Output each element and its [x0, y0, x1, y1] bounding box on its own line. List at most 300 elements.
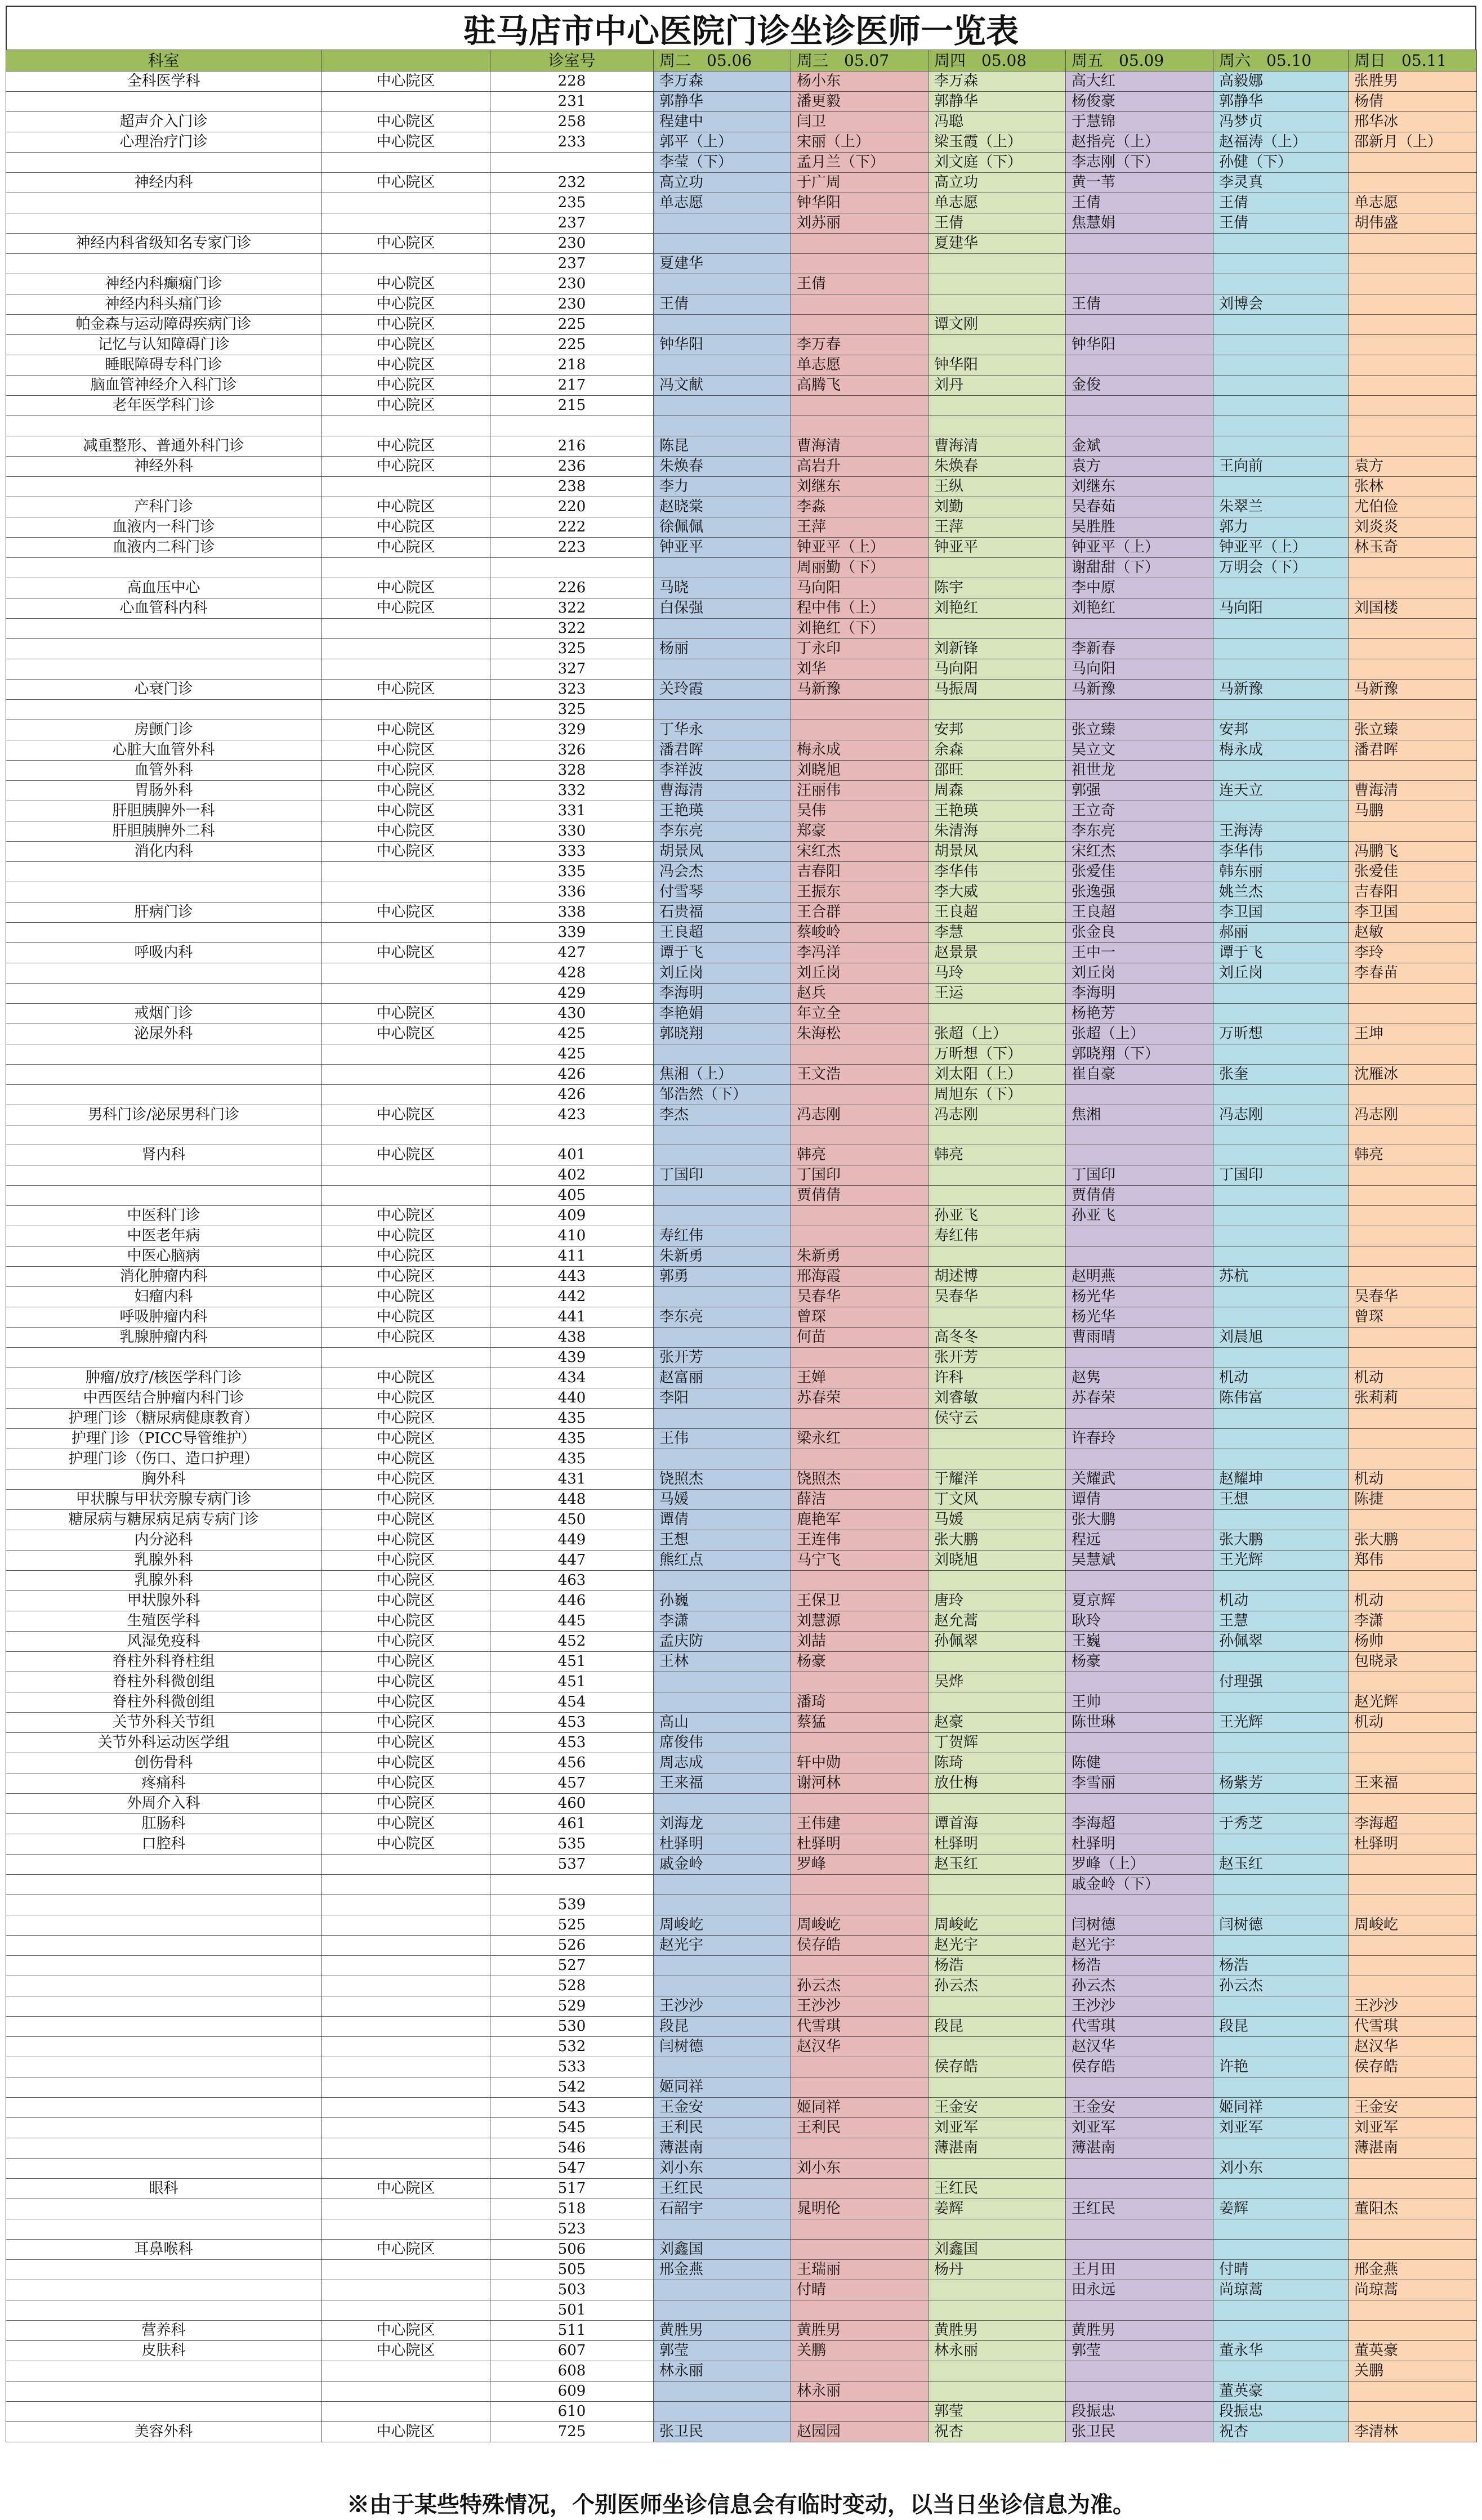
wed-cell: 鹿艳军 — [791, 1510, 929, 1530]
area-cell — [322, 2037, 490, 2057]
thu-cell: 钟华阳 — [929, 355, 1066, 376]
dept-cell: 全科医学科 — [6, 72, 322, 92]
tue-cell: 谭倩 — [654, 1510, 791, 1530]
area-cell: 中心院区 — [322, 760, 490, 780]
room-cell: 463 — [490, 1571, 654, 1591]
tue-cell: 王倩 — [654, 294, 791, 315]
sat-cell: 于秀芝 — [1213, 1814, 1349, 1834]
table-row — [6, 699, 1477, 720]
sun-cell: 曾琛 — [1349, 1307, 1477, 1328]
sun-cell: 袁方 — [1349, 456, 1477, 476]
sat-cell — [1213, 1226, 1349, 1246]
table-row — [6, 2037, 1477, 2057]
sat-cell: 马向阳 — [1213, 598, 1349, 618]
wed-cell: 年立全 — [791, 1003, 929, 1024]
table-row — [6, 355, 1477, 376]
room-cell: 518 — [490, 2199, 654, 2219]
thu-cell: 夏建华 — [929, 234, 1066, 254]
dept-cell: 糖尿病与糖尿病足病专病门诊 — [6, 1510, 322, 1530]
wed-cell — [791, 1084, 929, 1105]
fri-cell: 刘艳红 — [1066, 598, 1213, 618]
room-cell: 330 — [490, 821, 654, 841]
room-cell: 511 — [490, 2321, 654, 2341]
wed-cell: 侯存皓 — [791, 1936, 929, 1956]
tue-cell — [654, 2382, 791, 2402]
tue-cell: 马晓 — [654, 578, 791, 598]
fri-cell: 郭莹 — [1066, 2341, 1213, 2361]
fri-cell: 于慧锦 — [1066, 112, 1213, 132]
sat-cell — [1213, 2219, 1349, 2240]
tue-cell: 石贵福 — [654, 902, 791, 922]
area-cell — [322, 153, 490, 173]
fri-cell — [1066, 2179, 1213, 2199]
thu-cell: 黄胜男 — [929, 2321, 1066, 2341]
thu-cell — [929, 416, 1066, 436]
area-cell — [322, 1996, 490, 2017]
wed-cell: 林永丽 — [791, 2382, 929, 2402]
area-cell — [322, 2361, 490, 2382]
sun-cell — [1349, 1125, 1477, 1145]
area-cell — [322, 2219, 490, 2240]
dept-cell — [6, 1084, 322, 1105]
sat-cell: 姬同祥 — [1213, 2098, 1349, 2118]
table-row — [6, 942, 1477, 963]
fri-cell: 吴立文 — [1066, 740, 1213, 760]
sun-cell — [1349, 1409, 1477, 1429]
area-cell: 中心院区 — [322, 1611, 490, 1632]
fri-cell: 丁国印 — [1066, 1165, 1213, 1186]
room-cell: 429 — [490, 983, 654, 1003]
table-row — [6, 72, 1477, 92]
table-row — [6, 92, 1477, 112]
table-row — [6, 1226, 1477, 1246]
sun-cell — [1349, 2382, 1477, 2402]
area-cell: 中心院区 — [322, 1713, 490, 1733]
sun-cell: 尤伯俭 — [1349, 497, 1477, 517]
sun-cell: 机动 — [1349, 1713, 1477, 1733]
tue-cell: 焦湘（上） — [654, 1064, 791, 1084]
dept-cell: 关节外科运动医学组 — [6, 1733, 322, 1753]
area-cell — [322, 2300, 490, 2321]
wed-cell: 赵兵 — [791, 983, 929, 1003]
wed-cell: 苏春荣 — [791, 1388, 929, 1409]
sat-cell: 安邦 — [1213, 720, 1349, 740]
tue-cell — [654, 2402, 791, 2422]
room-cell: 225 — [490, 335, 654, 355]
room-cell: 447 — [490, 1551, 654, 1571]
tue-cell: 林永丽 — [654, 2361, 791, 2382]
table-row — [6, 963, 1477, 983]
sat-cell: 王向前 — [1213, 456, 1349, 476]
tue-cell: 高立功 — [654, 173, 791, 193]
area-cell — [322, 2199, 490, 2219]
tue-cell: 赵晓棠 — [654, 497, 791, 517]
area-cell — [322, 659, 490, 679]
dept-cell: 胸外科 — [6, 1469, 322, 1490]
thu-cell: 薄湛南 — [929, 2138, 1066, 2159]
sun-cell: 曹海清 — [1349, 780, 1477, 801]
dept-cell: 护理门诊（伤口、造口护理） — [6, 1449, 322, 1469]
sat-cell — [1213, 1307, 1349, 1328]
thu-cell — [929, 1449, 1066, 1469]
thu-cell: 陈琦 — [929, 1753, 1066, 1773]
area-cell — [322, 2260, 490, 2280]
wed-cell — [791, 699, 929, 720]
fri-cell: 祖世龙 — [1066, 760, 1213, 780]
room-cell: 543 — [490, 2098, 654, 2118]
room-cell: 423 — [490, 1105, 654, 1125]
tue-cell: 周志成 — [654, 1753, 791, 1773]
area-cell — [322, 1348, 490, 1368]
sun-cell: 邢金燕 — [1349, 2260, 1477, 2280]
sun-cell — [1349, 1855, 1477, 1875]
sat-cell — [1213, 2077, 1349, 2098]
wed-cell: 闫卫 — [791, 112, 929, 132]
tue-cell: 李海明 — [654, 983, 791, 1003]
table-row — [6, 1024, 1477, 1044]
area-cell: 中心院区 — [322, 335, 490, 355]
tue-cell — [654, 1186, 791, 1206]
area-cell: 中心院区 — [322, 578, 490, 598]
sun-cell — [1349, 2179, 1477, 2199]
table-row — [6, 1267, 1477, 1287]
fri-cell: 曹雨晴 — [1066, 1328, 1213, 1348]
thu-cell: 杨浩 — [929, 1956, 1066, 1976]
tue-cell — [654, 2219, 791, 2240]
wed-cell: 孙云杰 — [791, 1976, 929, 1996]
fri-cell — [1066, 1226, 1213, 1246]
table-row — [6, 234, 1477, 254]
room-cell: 453 — [490, 1713, 654, 1733]
tue-cell: 刘丘岗 — [654, 963, 791, 983]
sat-cell — [1213, 699, 1349, 720]
table-row — [6, 1652, 1477, 1672]
sun-cell — [1349, 1003, 1477, 1024]
sun-cell: 邢华冰 — [1349, 112, 1477, 132]
wed-cell: 程中伟（上） — [791, 598, 929, 618]
fri-cell — [1066, 234, 1213, 254]
sat-cell: 王慧 — [1213, 1611, 1349, 1632]
wed-cell — [791, 1348, 929, 1368]
sun-cell: 林玉奇 — [1349, 537, 1477, 557]
sun-cell — [1349, 699, 1477, 720]
dept-cell: 泌尿外科 — [6, 1024, 322, 1044]
sun-cell: 刘炎炎 — [1349, 517, 1477, 537]
dept-cell — [6, 2098, 322, 2118]
room-cell: 232 — [490, 173, 654, 193]
sat-cell — [1213, 578, 1349, 598]
wed-cell — [791, 1672, 929, 1692]
fri-cell: 金俊 — [1066, 376, 1213, 396]
tue-cell: 冯文献 — [654, 376, 791, 396]
wed-cell — [791, 2219, 929, 2240]
sun-cell: 包晓录 — [1349, 1652, 1477, 1672]
room-cell: 609 — [490, 2382, 654, 2402]
area-cell: 中心院区 — [322, 740, 490, 760]
dept-cell: 肛肠科 — [6, 1814, 322, 1834]
sat-cell — [1213, 2321, 1349, 2341]
area-cell: 中心院区 — [322, 294, 490, 315]
tue-cell: 单志愿 — [654, 193, 791, 213]
tue-cell: 郭静华 — [654, 92, 791, 112]
table-row — [6, 2260, 1477, 2280]
thu-cell — [929, 1996, 1066, 2017]
room-cell: 529 — [490, 1996, 654, 2017]
dept-cell: 神经内科癫痫门诊 — [6, 274, 322, 294]
room-cell: 322 — [490, 598, 654, 618]
room-cell: 505 — [490, 2260, 654, 2280]
table-row — [6, 1794, 1477, 1814]
dept-cell: 中医老年病 — [6, 1226, 322, 1246]
wed-cell: 饶照杰 — [791, 1469, 929, 1490]
area-cell: 中心院区 — [322, 1469, 490, 1490]
area-cell: 中心院区 — [322, 1206, 490, 1226]
wed-cell — [791, 1571, 929, 1591]
sun-cell: 机动 — [1349, 1591, 1477, 1611]
sat-cell — [1213, 1206, 1349, 1226]
wed-cell: 晁明伦 — [791, 2199, 929, 2219]
sun-cell — [1349, 1753, 1477, 1773]
tue-cell: 饶照杰 — [654, 1469, 791, 1490]
thu-cell: 朱清海 — [929, 821, 1066, 841]
fri-cell: 钟华阳 — [1066, 335, 1213, 355]
tue-cell — [654, 396, 791, 416]
area-cell: 中心院区 — [322, 1409, 490, 1429]
dept-cell — [6, 193, 322, 213]
fri-cell: 张爱佳 — [1066, 861, 1213, 882]
thu-cell: 祝杏 — [929, 2422, 1066, 2442]
dept-cell: 血液内一科门诊 — [6, 517, 322, 537]
room-cell: 434 — [490, 1368, 654, 1388]
room-cell: 439 — [490, 1348, 654, 1368]
sat-cell — [1213, 618, 1349, 638]
sat-cell — [1213, 2179, 1349, 2199]
sun-cell: 周峻屹 — [1349, 1915, 1477, 1936]
sat-cell: 郭力 — [1213, 517, 1349, 537]
thu-cell — [929, 1246, 1066, 1267]
dept-cell — [6, 2382, 322, 2402]
thu-cell: 于耀洋 — [929, 1469, 1066, 1490]
table-row — [6, 2179, 1477, 2199]
tue-cell: 李潇 — [654, 1611, 791, 1632]
thu-cell: 邵旺 — [929, 760, 1066, 780]
dept-cell — [6, 1186, 322, 1206]
wed-cell — [791, 1956, 929, 1976]
sat-cell — [1213, 1753, 1349, 1773]
wed-cell: 何苗 — [791, 1328, 929, 1348]
area-cell: 中心院区 — [322, 2422, 490, 2442]
dept-cell — [6, 1915, 322, 1936]
sun-cell: 李春苗 — [1349, 963, 1477, 983]
dept-cell: 甲状腺外科 — [6, 1591, 322, 1611]
wed-cell — [791, 1875, 929, 1895]
sat-cell: 李灵真 — [1213, 173, 1349, 193]
thu-cell: 安邦 — [929, 720, 1066, 740]
wed-cell — [791, 2057, 929, 2077]
fri-cell: 赵隽 — [1066, 1368, 1213, 1388]
fri-cell — [1066, 1246, 1213, 1267]
wed-cell: 马宁飞 — [791, 1551, 929, 1571]
thu-cell: 高冬冬 — [929, 1328, 1066, 1348]
thu-cell: 侯守云 — [929, 1409, 1066, 1429]
area-cell — [322, 1855, 490, 1875]
area-cell: 中心院区 — [322, 456, 490, 476]
area-cell: 中心院区 — [322, 1388, 490, 1409]
room-cell: 528 — [490, 1976, 654, 1996]
room-cell: 328 — [490, 760, 654, 780]
thu-cell: 丁文风 — [929, 1490, 1066, 1510]
sun-cell: 杜驿明 — [1349, 1834, 1477, 1855]
sun-cell — [1349, 315, 1477, 335]
fri-cell: 李东亮 — [1066, 821, 1213, 841]
tue-cell: 冯会杰 — [654, 861, 791, 882]
area-cell — [322, 638, 490, 659]
thu-cell — [929, 294, 1066, 315]
thu-cell: 刘艳红 — [929, 598, 1066, 618]
wed-cell: 轩中勋 — [791, 1753, 929, 1773]
table-row — [6, 132, 1477, 153]
area-cell — [322, 922, 490, 942]
fri-cell: 李海明 — [1066, 983, 1213, 1003]
sat-cell: 王倩 — [1213, 193, 1349, 213]
room-cell: 332 — [490, 780, 654, 801]
sun-cell: 机动 — [1349, 1469, 1477, 1490]
area-cell: 中心院区 — [322, 1429, 490, 1449]
sat-cell — [1213, 1429, 1349, 1449]
sat-cell: 段昆 — [1213, 2017, 1349, 2037]
sun-cell: 马鹏 — [1349, 801, 1477, 821]
tue-cell: 杜驿明 — [654, 1834, 791, 1855]
table-row — [6, 861, 1477, 882]
dept-cell — [6, 213, 322, 234]
dept-cell: 乳腺外科 — [6, 1571, 322, 1591]
room-cell: 336 — [490, 882, 654, 902]
thu-cell: 胡述博 — [929, 1267, 1066, 1287]
area-cell: 中心院区 — [322, 1571, 490, 1591]
fri-cell: 侯存皓 — [1066, 2057, 1213, 2077]
dept-cell — [6, 153, 322, 173]
sun-cell: 韩亮 — [1349, 1145, 1477, 1165]
dept-cell: 肾内科 — [6, 1145, 322, 1165]
room-cell: 331 — [490, 801, 654, 821]
room-cell: 216 — [490, 436, 654, 456]
wed-cell: 钟华阳 — [791, 193, 929, 213]
table-row — [6, 416, 1477, 436]
area-cell — [322, 92, 490, 112]
dept-cell: 脊柱外科微创组 — [6, 1692, 322, 1713]
thu-cell: 张超（上） — [929, 1024, 1066, 1044]
table-row — [6, 537, 1477, 557]
dept-cell: 脊柱外科脊柱组 — [6, 1652, 322, 1672]
thu-cell: 陈宇 — [929, 578, 1066, 598]
thu-cell — [929, 699, 1066, 720]
table-row — [6, 2159, 1477, 2179]
sat-cell — [1213, 1834, 1349, 1855]
fri-cell — [1066, 254, 1213, 274]
room-cell — [490, 153, 654, 173]
sat-cell: 机动 — [1213, 1368, 1349, 1388]
area-cell: 中心院区 — [322, 1510, 490, 1530]
thu-cell — [929, 1794, 1066, 1814]
tue-cell: 杨丽 — [654, 638, 791, 659]
room-cell: 220 — [490, 497, 654, 517]
wed-cell: 周丽勤（下） — [791, 557, 929, 578]
thu-cell: 刘新锋 — [929, 638, 1066, 659]
table-row — [6, 2341, 1477, 2361]
wed-cell: 梁永红 — [791, 1429, 929, 1449]
tue-cell: 李东亮 — [654, 821, 791, 841]
dept-cell: 男科门诊/泌尿男科门诊 — [6, 1105, 322, 1125]
dept-cell: 眼科 — [6, 2179, 322, 2199]
sun-cell — [1349, 1084, 1477, 1105]
thu-cell: 王纵 — [929, 476, 1066, 497]
table-row — [6, 2057, 1477, 2077]
dept-cell: 心理治疗门诊 — [6, 132, 322, 153]
sun-cell — [1349, 2300, 1477, 2321]
wed-cell — [791, 234, 929, 254]
wed-cell: 王婵 — [791, 1368, 929, 1388]
header-fri-cell: 周五 05.09 — [1066, 50, 1213, 72]
sun-cell — [1349, 416, 1477, 436]
wed-cell: 宋丽（上） — [791, 132, 929, 153]
tue-cell: 胡景凤 — [654, 841, 791, 861]
table-row — [6, 740, 1477, 760]
sun-cell: 董阳杰 — [1349, 2199, 1477, 2219]
room-cell: 450 — [490, 1510, 654, 1530]
dept-cell: 肝胆胰脾外二科 — [6, 821, 322, 841]
fri-cell: 杨豪 — [1066, 1652, 1213, 1672]
table-row — [6, 598, 1477, 618]
thu-cell: 张大鹏 — [929, 1530, 1066, 1551]
tue-cell: 郭晓翔 — [654, 1024, 791, 1044]
tue-cell: 李祥波 — [654, 760, 791, 780]
area-cell — [322, 1936, 490, 1956]
tue-cell — [654, 2280, 791, 2300]
area-cell — [322, 963, 490, 983]
sat-cell: 杨浩 — [1213, 1956, 1349, 1976]
thu-cell: 孙佩翠 — [929, 1632, 1066, 1652]
wed-cell: 王瑞丽 — [791, 2260, 929, 2280]
sat-cell — [1213, 476, 1349, 497]
table-row — [6, 1632, 1477, 1652]
table-row — [6, 173, 1477, 193]
area-cell — [322, 557, 490, 578]
sat-cell: 姚兰杰 — [1213, 882, 1349, 902]
dept-cell: 营养科 — [6, 2321, 322, 2341]
thu-cell: 周旭东（下） — [929, 1084, 1066, 1105]
room-cell: 333 — [490, 841, 654, 861]
dept-cell — [6, 2159, 322, 2179]
room-cell: 228 — [490, 72, 654, 92]
dept-cell — [6, 659, 322, 679]
tue-cell — [654, 1794, 791, 1814]
sun-cell — [1349, 1429, 1477, 1449]
tue-cell — [654, 1145, 791, 1165]
area-cell — [322, 2118, 490, 2138]
tue-cell — [654, 1875, 791, 1895]
dept-cell — [6, 2199, 322, 2219]
sun-cell: 薄湛南 — [1349, 2138, 1477, 2159]
fri-cell: 杨浩 — [1066, 1956, 1213, 1976]
fri-cell — [1066, 1084, 1213, 1105]
fri-cell: 许春玲 — [1066, 1429, 1213, 1449]
thu-cell: 曹海清 — [929, 436, 1066, 456]
sun-cell — [1349, 2321, 1477, 2341]
wed-cell: 高岩升 — [791, 456, 929, 476]
sun-cell: 张胜男 — [1349, 72, 1477, 92]
dept-cell: 妇瘤内科 — [6, 1287, 322, 1307]
sun-cell: 冯鹏飞 — [1349, 841, 1477, 861]
